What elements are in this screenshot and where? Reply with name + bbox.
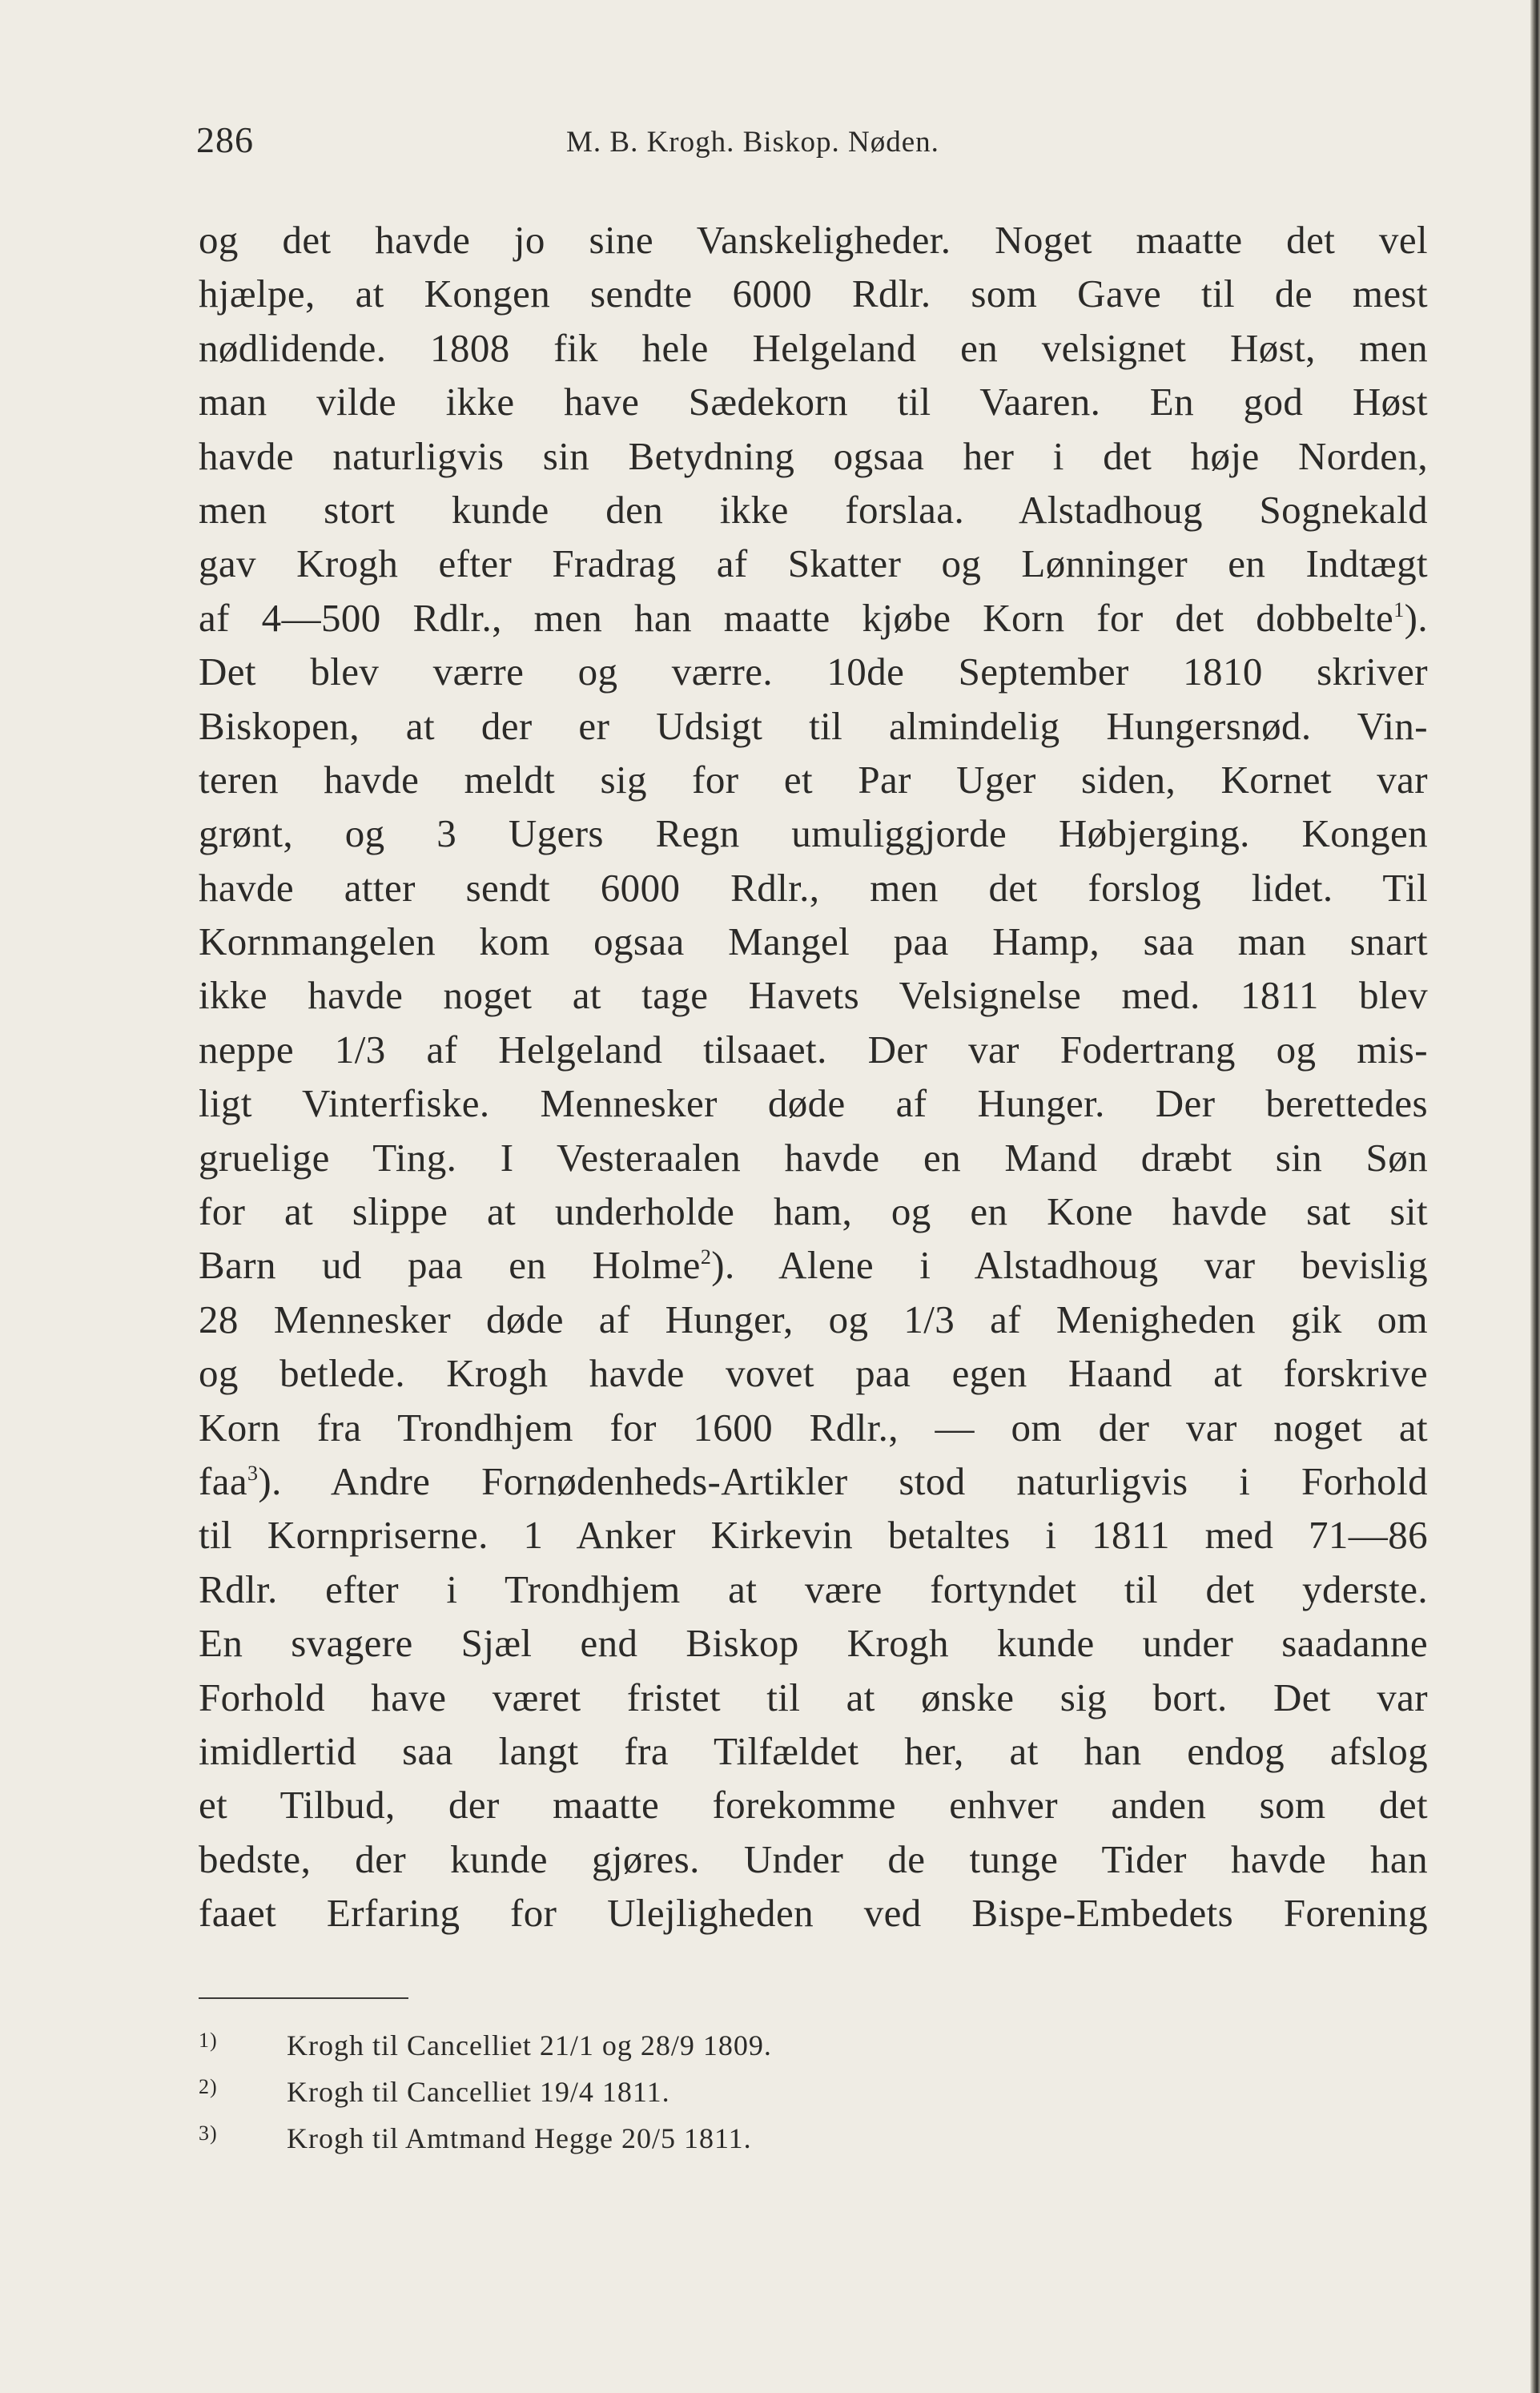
running-title: M. B. Krogh. Biskop. Nøden. <box>566 126 939 159</box>
text-line: bedste, der kunde gjøres. Under de tunge Tider havde han <box>199 1836 1428 1881</box>
text-line: gruelige Ting. I Vesteraalen havde en Mand dræbt sin Søn <box>199 1135 1428 1180</box>
text-line: grønt, og 3 Ugers Regn umuliggjorde Høbjerging. Kongen <box>199 811 1428 856</box>
footnote-ref-2: 2 <box>700 1245 712 1269</box>
line-tail: ). Alene i Alstadhoug var bevislig <box>711 1243 1429 1288</box>
line-tail: ). Andre Fornødenheds-Artikler stod naturligvis i Forhold <box>258 1458 1428 1503</box>
text-line: nødlidende. 1808 fik hele Helgeland en velsignet Høst, men <box>199 325 1428 370</box>
footnotes <box>199 2020 1240 2159</box>
footnote-mark: 2) <box>199 2075 218 2098</box>
text-line: Det blev værre og værre. 10de September 1810 skriver <box>199 650 1428 694</box>
text-line: til Kornpriserne. 1 Anker Kirkevin betaltes i 1811 med 71—86 <box>199 1513 1428 1558</box>
text-line: faaet Erfaring for Ulejligheden ved Bispe-Embedets Forening <box>199 1891 1428 1936</box>
footnote-text: Krogh til Cancelliet 21/1 og 28/9 1809. <box>287 2029 772 2061</box>
footnote-text: Krogh til Amtmand Hegge 20/5 1811. <box>287 2122 752 2154</box>
text-line: ikke havde noget at tage Havets Velsignelse med. 1811 blev <box>199 973 1428 1018</box>
text-line: hjælpe, at Kongen sendte 6000 Rdlr. som Gave til de mest <box>199 271 1428 316</box>
text-line: Korn fra Trondhjem for 1600 Rdlr., — om der var noget at <box>199 1405 1428 1450</box>
footnote <box>199 2113 1240 2159</box>
text-line-with-footnote <box>199 591 1428 645</box>
footnote-divider <box>199 1997 408 1999</box>
text-line: men stort kunde den ikke forslaa. Alstadhoug Sognekald <box>199 487 1428 532</box>
text-line: og betlede. Krogh havde vovet paa egen Haand at forskrive <box>199 1351 1428 1396</box>
page-edge <box>1530 0 1540 2393</box>
line-tail: ). <box>1404 595 1428 640</box>
text-line: gav Krogh efter Fradrag af Skatter og Lønninger en Indtægt <box>199 541 1428 586</box>
body-text <box>199 213 1428 1941</box>
footnote-mark: 1) <box>199 2029 218 2052</box>
text-line-with-footnote <box>199 1238 1428 1292</box>
footnote-text: Krogh til Cancelliet 19/4 1811. <box>287 2076 670 2108</box>
text-line: Rdlr. efter i Trondhjem at være fortyndet til det yderste. <box>199 1567 1428 1611</box>
text-line: Biskopen, at der er Udsigt til almindelig Hungersnød. Vin- <box>199 703 1428 748</box>
text-line: neppe 1/3 af Helgeland tilsaaet. Der var Fodertrang og mis- <box>199 1027 1428 1072</box>
text-line: Kornmangelen kom ogsaa Mangel paa Hamp, saa man snart <box>199 919 1428 964</box>
text-line: ligt Vinterfiske. Mennesker døde af Hunger. Der berettedes <box>199 1081 1428 1126</box>
page-number: 286 <box>196 119 254 160</box>
text-line: imidlertid saa langt fra Tilfældet her, at han endog afslog <box>199 1728 1428 1773</box>
text-line: for at slippe at underholde ham, og en Kone havde sat sit <box>199 1189 1428 1234</box>
line-text: Barn ud paa en Holme <box>199 1243 701 1288</box>
text-line: teren havde meldt sig for et Par Uger siden, Kornet var <box>199 757 1428 802</box>
text-line: et Tilbud, der maatte forekomme enhver anden som det <box>199 1783 1428 1828</box>
footnote-ref-1: 1 <box>1393 597 1405 621</box>
text-line: og det havde jo sine Vanskeligheder. Noget maatte det vel <box>199 218 1428 262</box>
line-text: faa <box>199 1458 248 1503</box>
footnote-mark: 3) <box>199 2122 218 2145</box>
footnote-ref-3: 3 <box>247 1461 259 1485</box>
text-line: man vilde ikke have Sædekorn til Vaaren. En god Høst <box>199 380 1428 424</box>
text-line: havde atter sendt 6000 Rdlr., men det forslog lidet. Til <box>199 865 1428 910</box>
footnote <box>199 2020 1240 2066</box>
line-text: af 4—500 Rdlr., men han maatte kjøbe Korn for det dobbelte <box>199 595 1394 640</box>
page-header <box>196 119 1429 175</box>
text-line-with-footnote <box>199 1454 1428 1508</box>
text-line: Forhold have været fristet til at ønske sig bort. Det var <box>199 1675 1428 1719</box>
text-line: En svagere Sjæl end Biskop Krogh kunde under saadanne <box>199 1621 1428 1666</box>
text-line: 28 Mennesker døde af Hunger, og 1/3 af Menigheden gik om <box>199 1297 1428 1341</box>
footnote <box>199 2066 1240 2113</box>
text-line: havde naturligvis sin Betydning ogsaa her i det høje Norden, <box>199 433 1428 478</box>
